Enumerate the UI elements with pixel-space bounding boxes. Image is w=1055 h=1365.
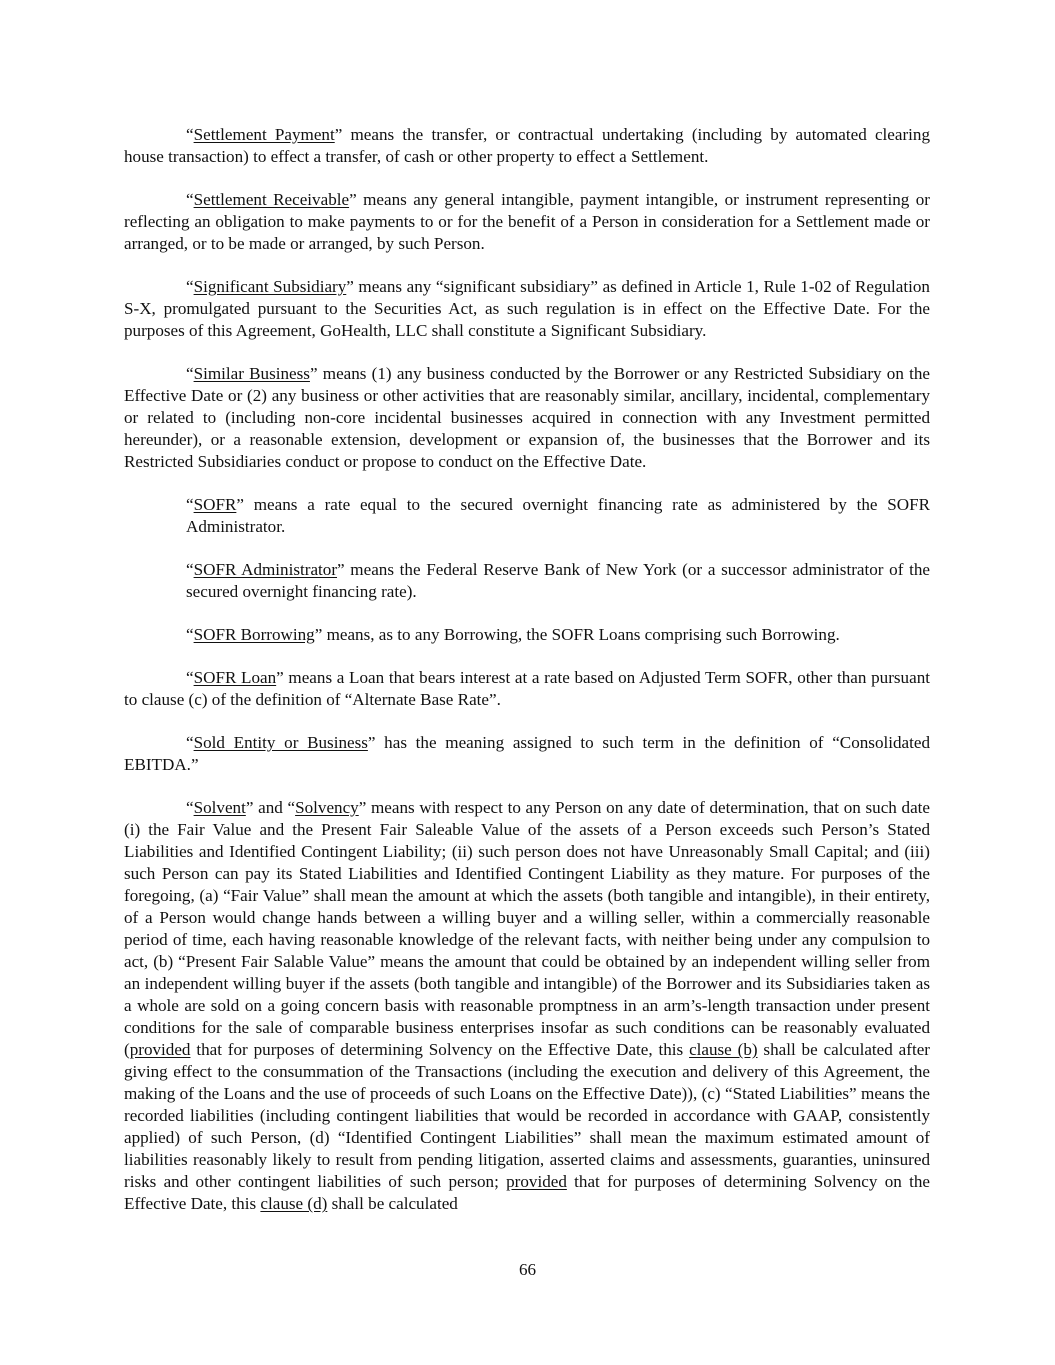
defined-term: Solvent [193, 798, 246, 817]
definition-text: shall be calculated after giving effect to the consummation of the Transactions (including the execution and delivery of this Agreement, the making of the Loans and the use of proceeds of such Loans on the Effective Date)), (c) “Stated Liabilities” means the recorded liabilities (including contingent liabilities that would be recorded in accordance with GAAP, consistently applied) of such Person, (d) “Identified Contingent Liabilities” shall mean the maximum estimated amount of liabilities reasonably likely to result from pending litigation, asserted claims and assessments, guaranties, uninsured risks and other contingent liabilities of such person; [124, 1040, 930, 1191]
defined-term: Similar Business [193, 364, 310, 383]
definition-text: ” means any general intangible, payment intangible, or instrument representing or reflecting an obligation to make payments to or for the benefit of a Person in consideration for a Settlement made or arranged, or to be made or arranged, by such Person. [124, 190, 930, 253]
definition-text: that for purposes of determining Solvency on the Effective Date, this [124, 1172, 930, 1213]
defined-term: SOFR Borrowing [193, 625, 315, 644]
definition-text: ” means the transfer, or contractual undertaking (including by automated clearing house transaction) to effect a transfer, of cash or other property to effect a Settlement. [124, 125, 930, 166]
definition-text: ” means (1) any business conducted by the Borrower or any Restricted Subsidiary on the Effective Date or (2) any business or other activities that are reasonably similar, ancillary, incidental, complementary or related to (including non-core incidental businesses acquired in connection with any Investment permitted hereunder), or a reasonable extension, development or expansion of, the businesses that the Borrower and its Restricted Subsidiaries conduct or propose to conduct on the Effective Date. [124, 364, 930, 471]
definition-text: ” means the Federal Reserve Bank of New York (or a successor administrator of the secured overnight financing rate). [186, 560, 930, 601]
open-quote: “ [186, 277, 194, 296]
definition-sofr-borrowing [124, 624, 930, 646]
definition-sofr-loan [124, 667, 930, 711]
definition-significant-subsidiary [124, 276, 930, 342]
definition-text: shall be calculated [327, 1194, 458, 1213]
definition-text: that for purposes of determining Solvency on the Effective Date, this [190, 1040, 690, 1059]
definition-text: ” means any “significant subsidiary” as defined in Article 1, Rule 1-02 of Regulation S-X, promulgated pursuant to the Securities Act, as such regulation is in effect on the Effective Date. For the purposes of this Agreement, GoHealth, LLC shall constitute a Significant Subsidiary. [124, 277, 930, 340]
term-joiner: ” and “ [245, 798, 296, 817]
open-quote: “ [186, 364, 194, 383]
open-quote: “ [186, 733, 194, 752]
definition-solvent [124, 797, 930, 1215]
clause-reference: clause (b) [689, 1040, 758, 1059]
defined-term: SOFR Loan [193, 668, 277, 687]
open-quote: “ [186, 125, 194, 144]
definition-text: ” has the meaning assigned to such term in the definition of “Consolidated EBITDA.” [124, 733, 931, 774]
definition-similar-business [124, 363, 930, 473]
open-quote: “ [186, 798, 194, 817]
provided-term: provided [506, 1172, 567, 1191]
document-body [124, 124, 930, 1215]
provided-term: provided [129, 1040, 191, 1059]
definition-settlement-receivable [124, 189, 930, 255]
open-quote: “ [186, 625, 194, 644]
definition-text: ” means, as to any Borrowing, the SOFR Loans comprising such Borrowing. [314, 625, 840, 644]
definition-text: ” means a rate equal to the secured overnight financing rate as administered by the SOFR Administrator. [186, 495, 930, 536]
defined-term: Settlement Payment [193, 125, 335, 144]
defined-term: SOFR [193, 495, 237, 514]
open-quote: “ [186, 560, 194, 579]
clause-reference: clause (d) [260, 1194, 328, 1213]
definition-sofr [186, 494, 930, 538]
defined-term: Sold Entity or Business [193, 733, 368, 752]
definition-text: ” means a Loan that bears interest at a rate based on Adjusted Term SOFR, other than pursuant to clause (c) of the definition of “Alternate Base Rate”. [124, 668, 930, 709]
defined-term: Significant Subsidiary [193, 277, 347, 296]
defined-term: SOFR Administrator [193, 560, 338, 579]
open-quote: “ [186, 495, 194, 514]
open-quote: “ [186, 668, 194, 687]
page-number: 66 [518, 1260, 537, 1279]
open-quote: “ [186, 190, 194, 209]
definition-sold-entity [124, 732, 930, 776]
definition-sofr-administrator [186, 559, 930, 603]
definition-text: ” means with respect to any Person on any date of determination, that on such date (i) the Fair Value and the Present Fair Saleable Value of the assets of a Person exceeds such Person’s Stated Liabilities and Identified Contingent Liability; (ii) such person does not have Unreasonably Small Capital; and (iii) such Person can pay its Stated Liabilities and Identified Contingent Liability as they mature. For purposes of the foregoing, (a) “Fair Value” shall mean the amount at which the assets (both tangible and intangible), in their entirety, of a Person would change hands between a willing buyer and a willing seller, within a commercially reasonable period of time, each having reasonable knowledge of the relevant facts, with neither being under any compulsion to act, (b) “Present Fair Salable Value” means the amount that could be obtained by an independent willing seller from an independent willing buyer if the assets (both tangible and intangible) of the Borrower and its Subsidiaries taken as a whole are sold on a going concern basis with reasonable promptness in an arm’s-length transaction under present conditions for the sale of comparable business enterprises insofar as such conditions can be reasonably evaluated ( [124, 798, 930, 1059]
defined-term: Solvency [295, 798, 359, 817]
defined-term: Settlement Receivable [193, 190, 350, 209]
definition-settlement-payment [124, 124, 930, 168]
